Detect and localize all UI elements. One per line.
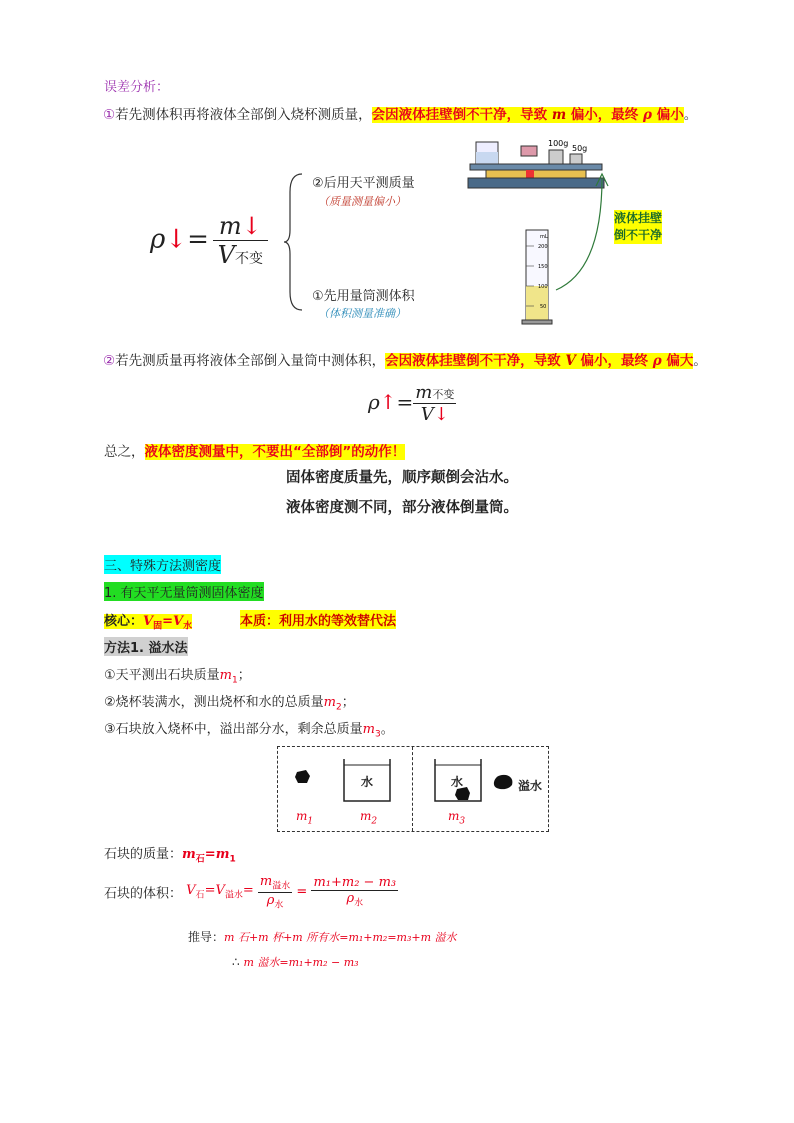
m3-label: $m_3$ [448, 809, 466, 827]
step-item: ③石块放入烧杯中，溢出部分水，剩余总质量$m_3$。 [104, 722, 394, 740]
step1-label: ①先用量筒测体积 [312, 289, 415, 304]
step2-note: （质量测量偏小） [318, 195, 406, 208]
essence-line: 本质：利用水的等效替代法 [240, 610, 396, 629]
overflow-diagram [277, 746, 549, 832]
density-formula-1: ρ↓= $\frac{m↓}{\text{V不变}}$ [150, 212, 268, 269]
case1-text: 若先测体积再将液体全部倒入烧杯测质量， [115, 107, 372, 123]
stone-volume-line: 石块的体积： $V_石=V_{溢水}=$ $\frac{m_{溢水}}{\rho_水}$ = $\frac{\text{m₁+m₂ − m₃}}{\rho_水}$ [104, 874, 397, 911]
overflow-label: 溢水 [518, 779, 543, 793]
step-item: ①天平测出石块质量$m_1$； [104, 668, 251, 686]
section3-heading: 三、特殊方法测密度 [104, 555, 221, 574]
case1-line: ①若先测体积再将液体全部倒入烧杯测质量，会因液体挂壁倒不干净，导致 m 偏小，最终 ρ 偏小。 [103, 107, 698, 123]
step2-label: ②后用天平测质量 [312, 176, 415, 191]
brace [282, 172, 306, 312]
diagram-divider [412, 747, 413, 831]
overflow-water-icon [492, 773, 514, 791]
error-analysis-heading: 误差分析： [104, 80, 170, 95]
derivation-line: 推导：m 石+m 杯+m 所有水=m₁+m₂=m₃+m 溢水 [188, 930, 457, 944]
method-heading: 方法1. 溢水法 [104, 637, 188, 656]
core-line: 核心：$V_固=V_水$ [104, 614, 193, 632]
stone-icon [294, 769, 312, 785]
rhyme-line-2: 液体密度测不同，部分液体倒量筒。 [286, 500, 518, 516]
step1-note: （体积测量准确） [318, 307, 406, 320]
svg-text:50: 50 [540, 304, 547, 310]
residue-label: 液体挂壁 倒不干净 [614, 211, 663, 242]
stone-mass-line: 石块的质量：$m_石=m_1$ [104, 847, 236, 865]
m2-label: $m_2$ [360, 809, 378, 827]
water-label: 水 [451, 775, 464, 789]
step-item: ②烧杯装满水，测出烧杯和水的总质量$m_2$； [104, 695, 355, 713]
svg-text:100g: 100g [548, 139, 569, 148]
svg-text:50g: 50g [572, 144, 588, 153]
case1-highlight: 会因液体挂壁倒不干净，导致 m 偏小，最终 ρ 偏小 [371, 107, 684, 123]
svg-text:mL: mL [540, 234, 548, 240]
svg-text:150: 150 [538, 264, 548, 270]
case2-line: ②若先测质量再将液体全部倒入量筒中测体积，会因液体挂壁倒不干净，导致 V 偏小，最终 ρ 偏大。 [103, 353, 707, 369]
circled-one: ① [103, 107, 116, 123]
rhyme-line-1: 固体密度质量先，顺序颠倒会沾水。 [286, 470, 518, 486]
summary-line: 总之，液体密度测量中，不要出“全部倒”的动作！ [104, 444, 406, 460]
m1-label: $m_1$ [296, 809, 314, 827]
density-formula-2: ρ↑= $\frac{\text{m不变}}{V↓}$ [368, 382, 455, 425]
curved-arrow-icon [552, 170, 612, 296]
therefore-line: ∴ m 溢水=m₁+m₂ − m₃ [232, 955, 359, 969]
water-label: 水 [361, 775, 374, 789]
subsection-1-heading: 1. 有天平无量筒测固体密度 [104, 582, 264, 601]
svg-text:100: 100 [538, 284, 548, 290]
svg-text:200: 200 [538, 244, 548, 250]
